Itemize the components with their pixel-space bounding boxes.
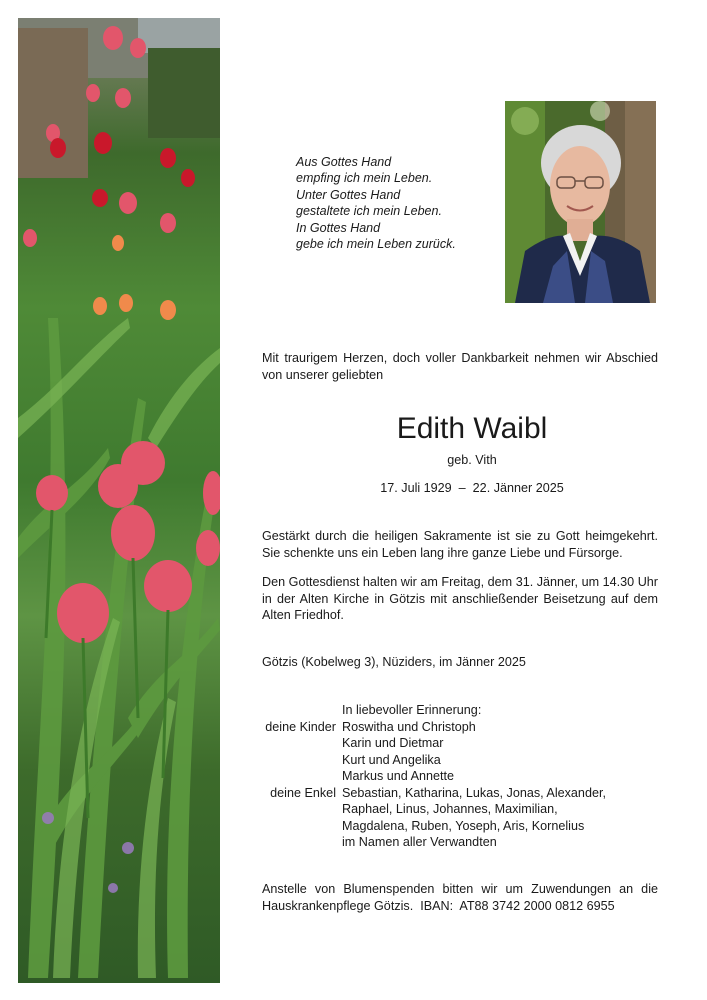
poem-line: empfing ich mein Leben. [296,171,433,186]
poem-line: Unter Gottes Hand [296,187,401,202]
portrait-photo [505,101,656,303]
child-entry: Karin und Dietmar [342,736,444,750]
children-label: deine Kinder [265,719,336,734]
children-row [262,719,682,736]
place-date: Götzis (Kobelweg 3), Nüziders, im Jänner 2025 [262,655,526,669]
tulip-illustration [18,18,220,983]
donation-note: Anstelle von Blumenspenden bitten wir um Zuwendungen an die Hauskrankenpflege Götzis. IBAN: AT88 3742 2000 0812 6955 [262,882,662,913]
grandchildren-row [262,785,682,802]
life-dates: 17. Juli 1929 – 22. Jänner 2025 [380,481,564,495]
grandchildren-label: deine Enkel [270,785,336,800]
child-entry: Kurt und Angelika [342,752,441,767]
poem-line: Aus Gottes Hand [296,155,392,169]
grandchildren-entry: Magdalena, Ruben, Yoseph, Aris, Kornelius [342,818,585,833]
paragraph-service: Den Gottesdienst halten wir am Freitag, dem 31. Jänner, um 14.30 Uhr in der Alten Kirche in Götzis mit anschließender Beisetzung auf dem Alten Friedhof. [262,575,658,623]
family-heading-row [262,702,682,719]
family-list [262,702,682,851]
portrait-illustration [505,101,656,303]
child-entry: Roswitha und Christoph [342,719,476,734]
birth-name: geb. Vith [447,453,497,467]
family-heading: In liebevoller Erinnerung: [342,703,482,717]
deceased-name: Edith Waibl [396,412,548,445]
intro-text: Mit traurigem Herzen, doch voller Dankbarkeit nehmen wir Abschied von unserer geliebten [262,351,658,382]
poem [296,154,496,252]
paragraph-sacraments: Gestärkt durch die heiligen Sakramente ist sie zu Gott heimgekehrt. Sie schenkte uns ein Leben lang ihre ganze Liebe und Fürsorge. [262,529,658,560]
poem-line: gebe ich mein Leben zurück. [296,237,456,252]
tulip-photo-strip [18,18,220,983]
relatives-line: im Namen aller Verwandten [342,835,497,849]
poem-line: In Gottes Hand [296,220,381,235]
grandchildren-entry: Raphael, Linus, Johannes, Maximilian, [342,802,558,816]
grandchildren-entry: Sebastian, Katharina, Lukas, Jonas, Alexander, [342,785,606,800]
poem-line: gestaltete ich mein Leben. [296,204,442,219]
child-entry: Markus und Annette [342,769,455,783]
